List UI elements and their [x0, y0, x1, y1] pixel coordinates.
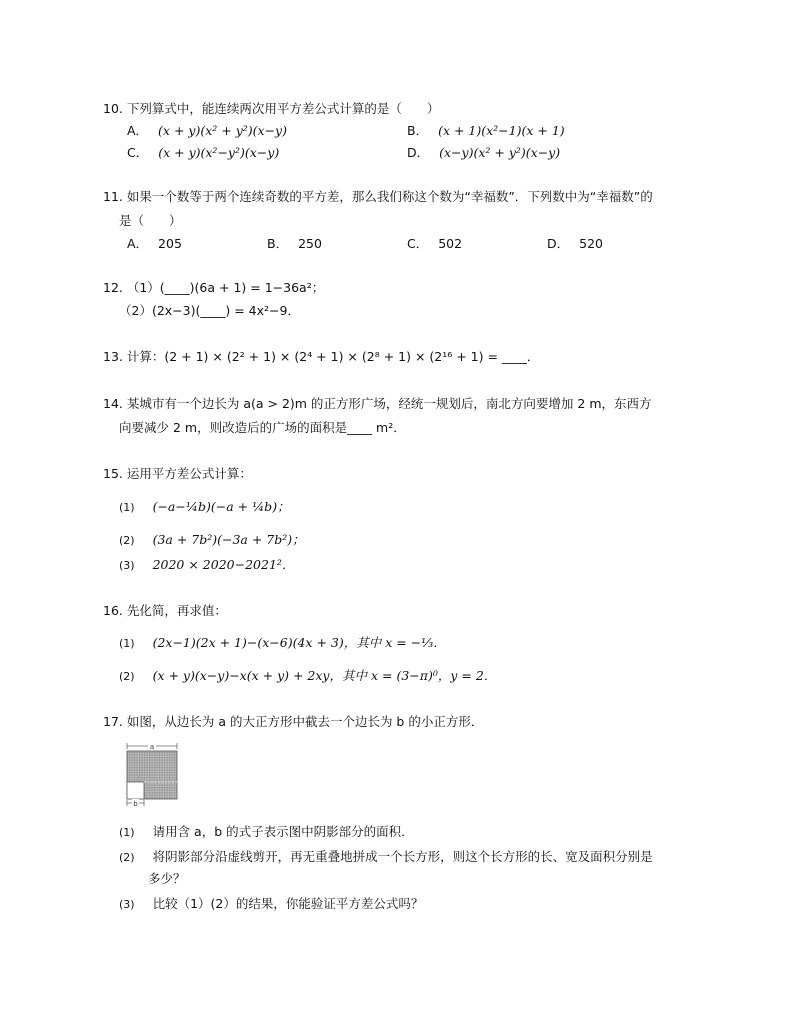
option-expr: (x + 1)(x²−1)(x + 1)	[438, 123, 565, 138]
option-label: C．	[407, 236, 429, 251]
q11-option-a[interactable]	[127, 234, 182, 252]
option-expr: (x−y)(x² + y²)(x−y)	[439, 145, 561, 160]
q11-stem-line1: 11. 如果一个数等于两个连续奇数的平方差，那么我们称这个数为“幸福数”．下列数中为“幸福数”的	[103, 189, 653, 204]
q16-stem: 16. 先化简，再求值：	[103, 603, 227, 618]
option-label: C．	[127, 145, 149, 160]
item-expr: (x + y)(x−y)−x(x + y) + 2xy，其中 x = (3−π)⁰，y = 2．	[152, 668, 497, 683]
item-number: (1)	[119, 501, 135, 514]
item-expr: (−a−¼b)(−a + ¼b)；	[152, 499, 290, 514]
option-value: 205	[158, 236, 182, 251]
item-expr: (3a + 7b²)(−3a + 7b²)；	[152, 532, 305, 547]
item-number: (2)	[119, 851, 135, 864]
item-expr: (2x−1)(2x + 1)−(x−6)(4x + 3)，其中 x = −⅓．	[152, 635, 446, 650]
q11-option-b[interactable]	[267, 234, 322, 252]
option-value: 250	[298, 236, 322, 251]
q12-line2: （2）(2x−3)(____) = 4x²−9．	[119, 303, 300, 318]
q11-option-d[interactable]	[547, 234, 603, 252]
q11-stem-line2: 是（ ）	[119, 213, 182, 228]
option-label: D．	[547, 236, 570, 251]
q10-option-d[interactable]	[407, 143, 560, 161]
option-label: B．	[267, 236, 289, 251]
option-label: B．	[407, 123, 429, 138]
q14-line1: 14. 某城市有一个边长为 a(a > 2)m 的正方形广场，经统一规划后，南北方向要增加 2 m，东西方	[103, 396, 652, 411]
square-figure	[124, 742, 184, 808]
item-number: (3)	[119, 898, 135, 911]
cut-out-square	[127, 782, 144, 799]
q14-line2: 向要减少 2 m，则改造后的广场的面积是____ m²．	[119, 420, 406, 435]
q11-option-c[interactable]	[407, 234, 462, 252]
item-number: (1)	[119, 637, 135, 650]
option-label: A．	[127, 236, 149, 251]
q17-item-3	[119, 894, 423, 912]
q16-item-2	[119, 666, 496, 684]
item-number: (1)	[119, 826, 135, 839]
q17-item-2	[119, 847, 653, 865]
item-expr: 2020 × 2020−2021²．	[152, 557, 295, 572]
label-a: a	[149, 743, 155, 751]
q10-option-a[interactable]	[127, 121, 287, 139]
label-b: b	[133, 800, 138, 808]
q13-text: 13. 计算：(2 + 1) × (2² + 1) × (2⁴ + 1) × (2⁸ + 1) × (2¹⁶ + 1) = ____．	[103, 349, 540, 364]
option-value: 502	[438, 236, 463, 251]
option-label: A．	[127, 123, 149, 138]
option-label: D．	[407, 145, 430, 160]
q15-item-1	[119, 497, 290, 515]
q16-item-1	[119, 633, 446, 651]
q15-stem: 15. 运用平方差公式计算：	[103, 466, 252, 481]
item-text: 请用含 a，b 的式子表示图中阴影部分的面积．	[152, 824, 414, 839]
q10-stem: 10. 下列算式中，能连续两次用平方差公式计算的是（ ）	[103, 101, 440, 116]
q12-line1: 12. （1）(____)(6a + 1) = 1−36a²；	[103, 280, 325, 295]
q17-figure	[124, 742, 184, 808]
option-value: 520	[579, 236, 603, 251]
q17-stem: 17. 如图，从边长为 a 的大正方形中截去一个边长为 b 的小正方形．	[103, 714, 484, 729]
item-text: 将阴影部分沿虚线剪开，再无重叠地拼成一个长方形，则这个长方形的长、宽及面积分别是	[152, 849, 653, 864]
q17-item-1	[119, 822, 414, 840]
item-number: (2)	[119, 534, 135, 547]
option-expr: (x + y)(x² + y²)(x−y)	[158, 123, 287, 138]
q10-option-b[interactable]	[407, 121, 565, 139]
option-expr: (x + y)(x²−y²)(x−y)	[158, 145, 280, 160]
q15-item-2	[119, 530, 305, 548]
item-number: (2)	[119, 670, 135, 683]
q10-option-c[interactable]	[127, 143, 279, 161]
q15-item-3	[119, 555, 294, 573]
item-number: (3)	[119, 559, 135, 572]
q17-item-2-continued: 多少？	[148, 871, 186, 886]
item-text: 比较（1）(2）的结果，你能验证平方差公式吗？	[152, 896, 424, 911]
